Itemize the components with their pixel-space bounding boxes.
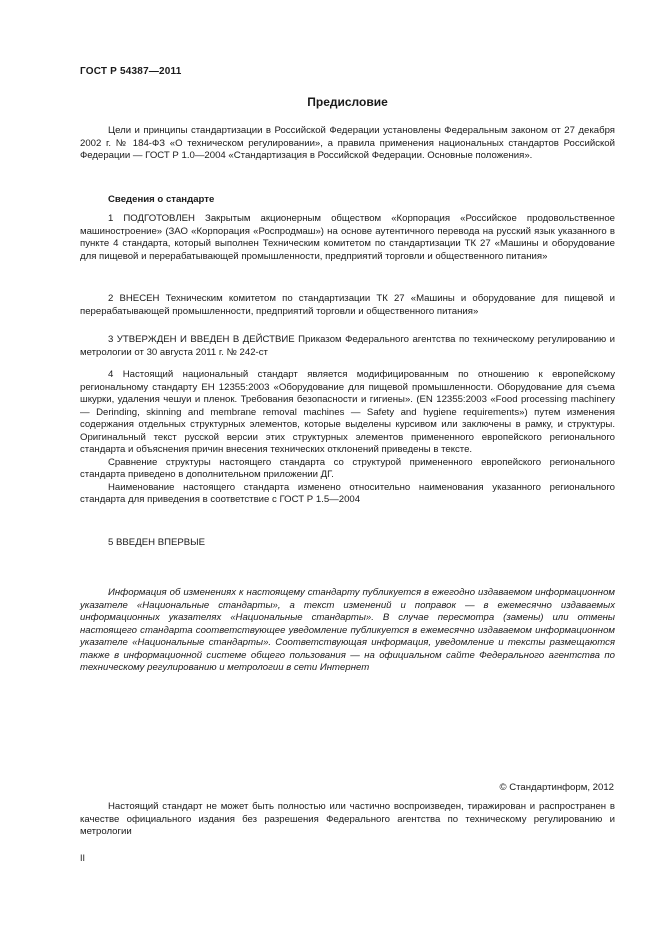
item-4-paragraph-2: Сравнение структуры настоящего стандарта со структурой примененного европейского регионального стандарта приведено в дополнительном приложении ДГ. <box>80 456 615 480</box>
item-3 <box>80 334 615 359</box>
page-number: II <box>80 853 86 863</box>
intro-paragraph <box>80 125 615 163</box>
item-3-text: 3 УТВЕРЖДЕН И ВВЕДЕН В ДЕЙСТВИЕ Приказом Федерального агентства по техническому регулированию и метрологии от 30 августа 2011 г. № 242-ст <box>80 334 615 358</box>
item-5 <box>80 537 615 550</box>
reproduction-notice <box>80 801 615 839</box>
document-id: ГОСТ Р 54387—2011 <box>80 66 182 77</box>
copyright-line: © Стандартинформ, 2012 <box>499 782 614 793</box>
item-4-paragraph-1: 4 Настоящий национальный стандарт является модифицированным по отношению к европейскому региональному стандарту ЕН 12355:2003 «Оборудование для пищевой промышленности. Оборудование для съема шкурки, удаления чешуи и пленок. Требования безопасности и гигиены». (EN 12355:2003 «Food processing machinery — Derinding, skinning and membrane removal machines — Safety and hygiene requirements») путем изменения содержания отдельных структурных элементов, которые выделены курсивом или заключены в рамку, и структуры. Оригинальный текст русской версии этих структурных элементов примененного европейского регионального стандарта и объяснения причин внесения технических отклонений приведены в тексте. <box>80 369 615 455</box>
page-title: Предисловие <box>307 95 388 109</box>
item-4-paragraph-3: Наименование настоящего стандарта изменено относительно наименования указанного регионального стандарта для приведения в соответствие с ГОСТ Р 1.5—2004 <box>80 481 615 505</box>
reproduction-notice-text: Настоящий стандарт не может быть полностью или частично воспроизведен, тиражирован и распространен в качестве официального издания без разрешения Федерального агентства по техническому регулированию и метрологии <box>80 801 615 837</box>
item-2-text: 2 ВНЕСЕН Техническим комитетом по стандартизации ТК 27 «Машины и оборудование для пищевой и перерабатывающей промышленности, предприятий торговли и общественного питания» <box>80 293 615 317</box>
intro-text: Цели и принципы стандартизации в Российской Федерации установлены Федеральным законом от 27 декабря 2002 г. № 184-ФЗ «О техническом регулировании», а правила применения национальных стандартов Российской Федерации — ГОСТ Р 1.0—2004 «Стандартизация в Российской Федерации. Основные положения». <box>80 125 615 161</box>
info-notice-text: Информация об изменениях к настоящему стандарту публикуется в ежегодно издаваемом информационном указателе «Национальные стандарты», а текст изменений и поправок — в ежемесячно издаваемых информационных указателях «Национальные стандарты». В случае пересмотра (замены) или отмены настоящего стандарта соответствующее уведомление публикуется в ежемесячно издаваемом информационном указателе «Национальные стандарты». Соответствующая информация, уведомление и тексты размещаются также в информационной системе общего пользования — на официальном сайте Федерального агентства по техническому регулированию и метрологии в сети Интернет <box>80 587 615 673</box>
section-heading: Сведения о стандарте <box>108 194 215 205</box>
item-1 <box>80 213 615 263</box>
info-notice <box>80 587 615 675</box>
item-5-text: 5 ВВЕДЕН ВПЕРВЫЕ <box>108 537 206 548</box>
item-1-text: 1 ПОДГОТОВЛЕН Закрытым акционерным обществом «Корпорация «Российское продовольственное машиностроение» (ЗАО «Корпорация «Роспродмаш») на основе аутентичного перевода на русский язык указанного в пункте 4 стандарта, который выполнен Техническим комитетом по стандартизации ТК 27 «Машины и оборудование для пищевой и перерабатывающей промышленности, предприятий торговли и общественного питания» <box>80 213 615 262</box>
item-2 <box>80 293 615 318</box>
item-4 <box>80 369 615 507</box>
